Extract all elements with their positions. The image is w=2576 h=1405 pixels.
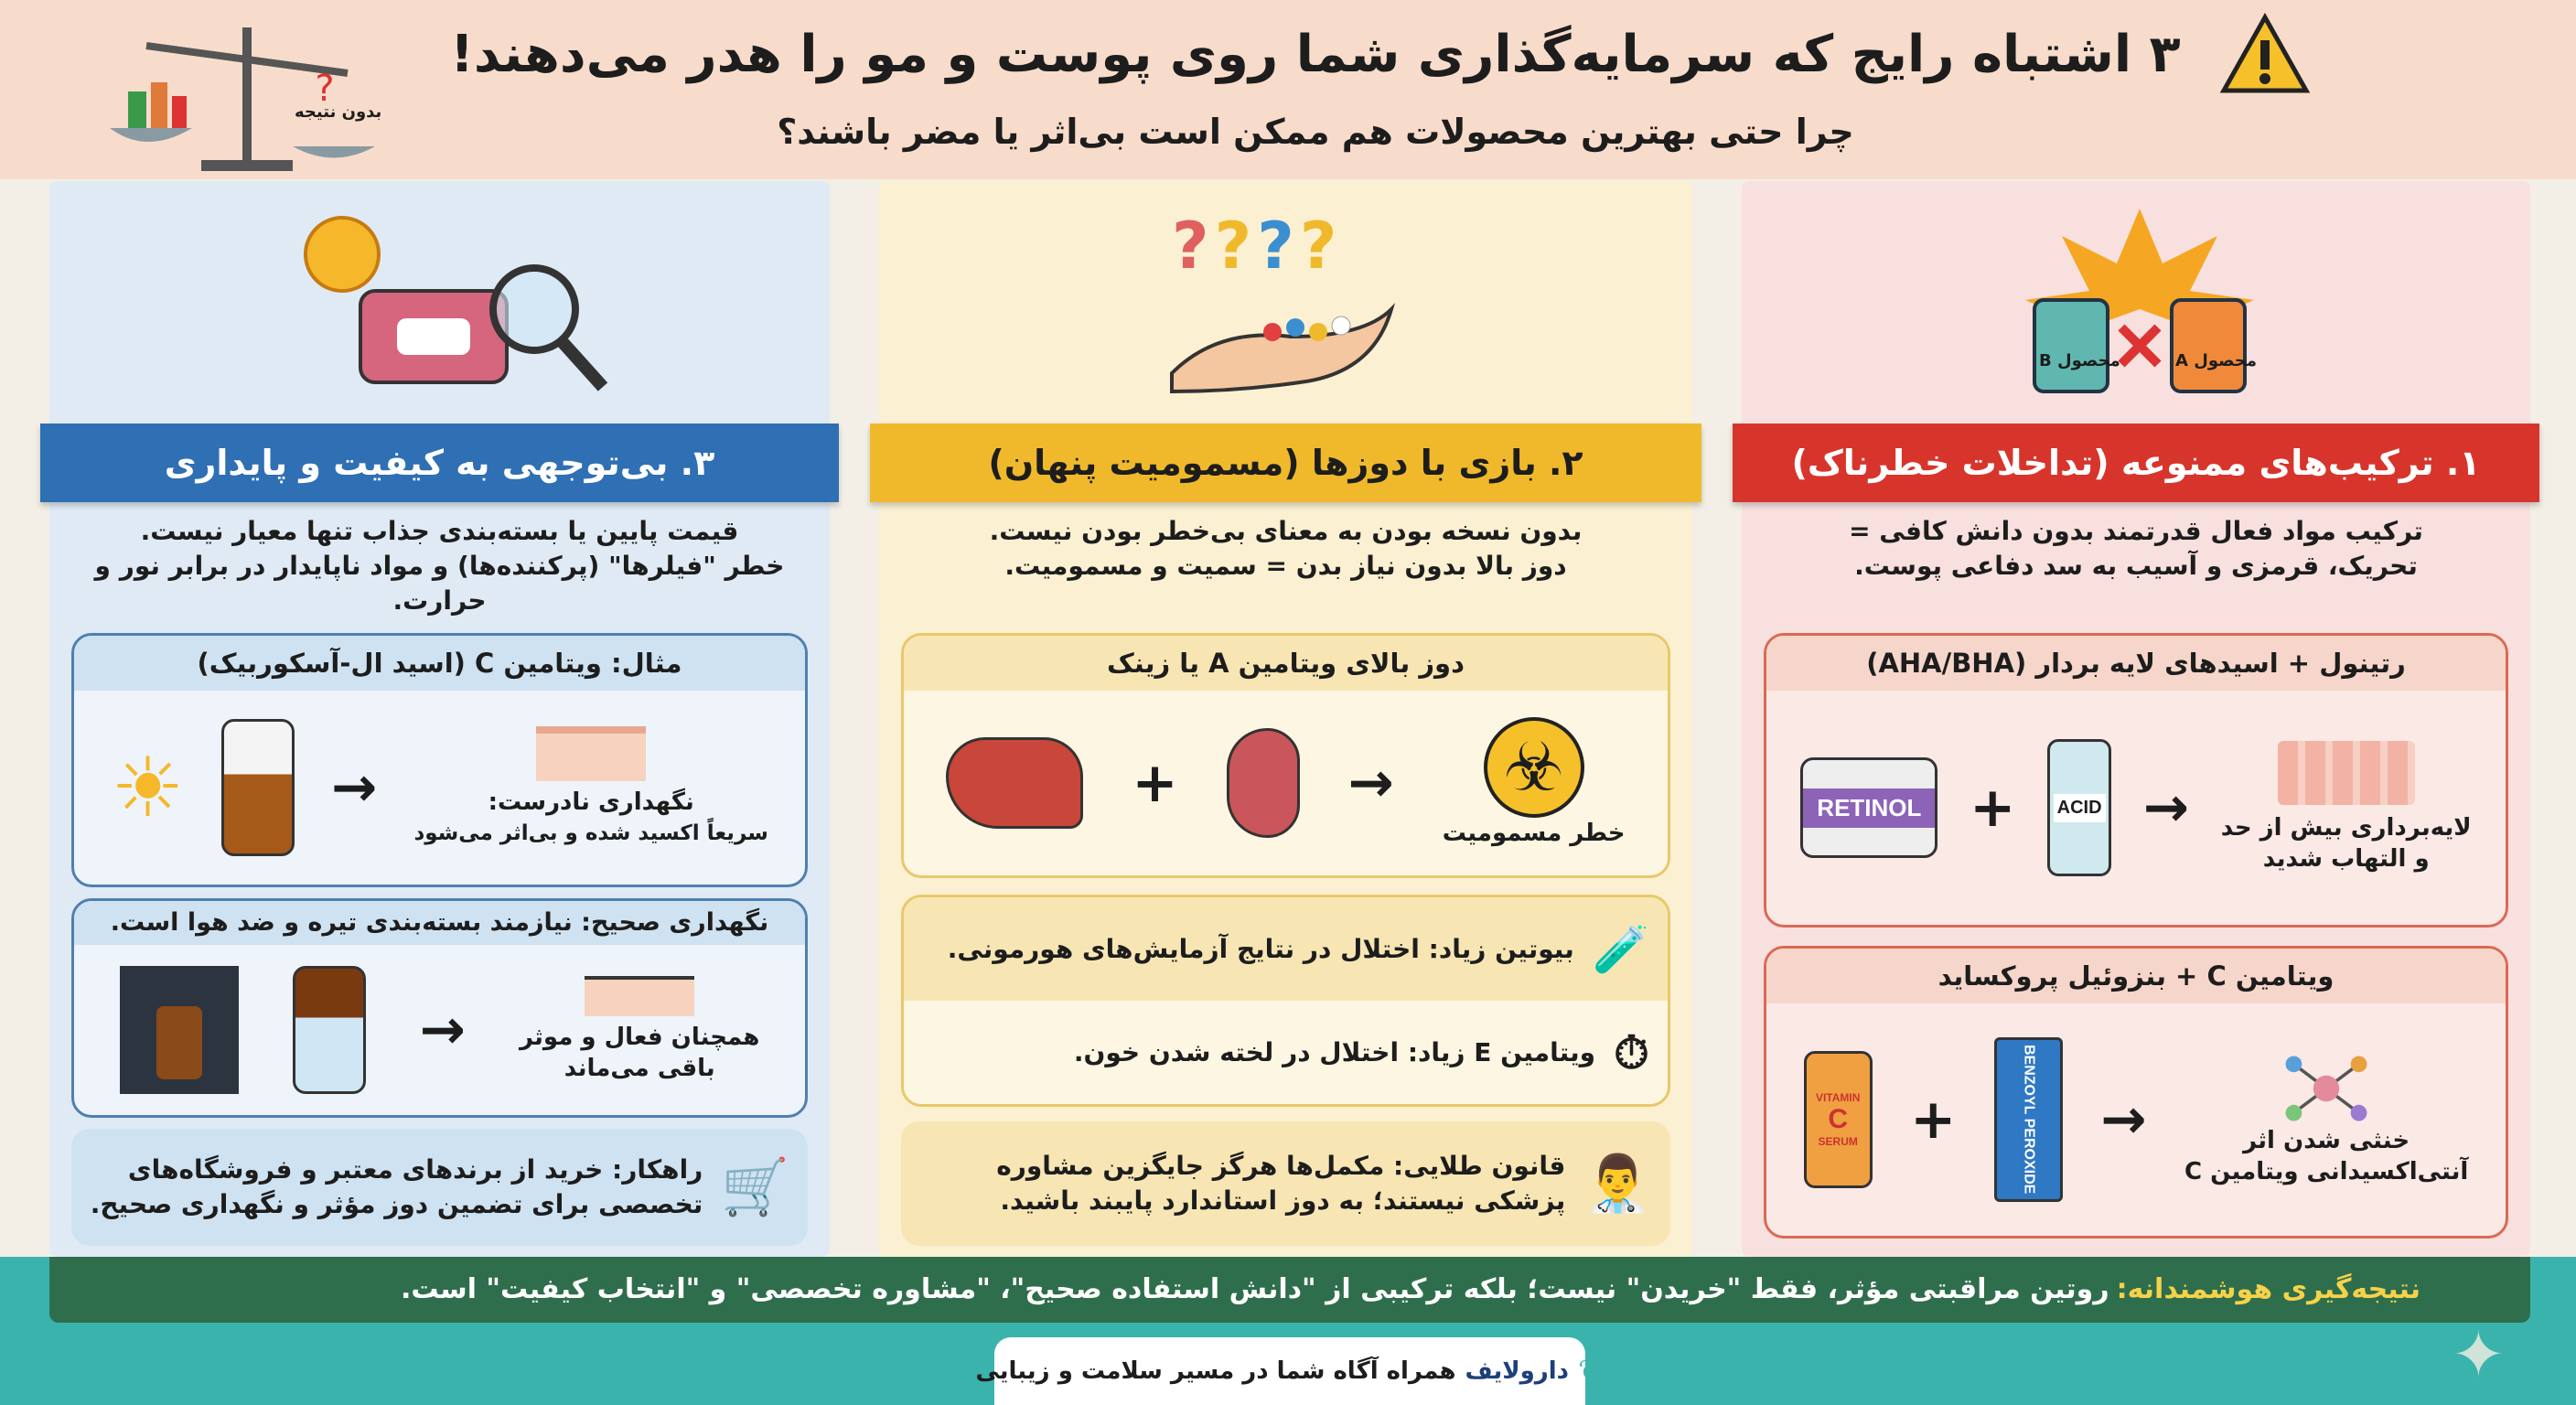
conclusion-bar bbox=[49, 1257, 2530, 1323]
ribbon-title: ۲. بازی با دوزها (مسمومیت پنهان) bbox=[870, 424, 1701, 502]
ribbon-title: ۳. بی‌توجهی به کیفیت و پایداری bbox=[40, 424, 839, 502]
solution-tip bbox=[71, 1129, 808, 1246]
tip-vitamin-e bbox=[904, 1001, 1668, 1104]
intro-line-1: قیمت پایین یا بسته‌بندی جذاب تنها معیار نیست. bbox=[140, 516, 739, 546]
clashing-products-illustration bbox=[1742, 199, 2530, 410]
serum-label-1: VITAMIN bbox=[1815, 1091, 1861, 1104]
arrow-icon: → bbox=[2100, 1088, 2147, 1152]
vitamin-c-serum-icon bbox=[1804, 1051, 1873, 1188]
acid-dropper-icon bbox=[2047, 739, 2111, 876]
hand-with-pills-icon bbox=[1163, 291, 1401, 401]
golden-rule bbox=[901, 1121, 1670, 1246]
box-title: مثال: ویتامین C (اسید ال-آسکوربیک) bbox=[74, 636, 805, 691]
blood-test-tube-icon: 🧪 bbox=[1592, 922, 1649, 976]
page-title: ۳ اشتباه رایج که سرمایه‌گذاری شما روی پوست و مو را هدر می‌دهند! bbox=[450, 25, 2181, 84]
plus-icon: + bbox=[1910, 1088, 1957, 1152]
box-correct-storage bbox=[71, 898, 808, 1118]
header bbox=[0, 0, 2576, 179]
warning-triangle-icon bbox=[2219, 13, 2311, 95]
arrow-icon: → bbox=[2142, 776, 2190, 840]
box-title: ویتامین C + بنزوئیل پروکساید bbox=[1766, 949, 2506, 1003]
question-marks-icon: ???? bbox=[1172, 209, 1343, 284]
brand-name: دارولایف bbox=[1465, 1357, 1570, 1385]
doctor-icon: 👨‍⚕️ bbox=[1583, 1152, 1652, 1216]
arrow-icon: → bbox=[1347, 751, 1394, 815]
result-caption-2: سریعاً اکسید شده و بی‌اثر می‌شود bbox=[413, 821, 768, 845]
result-caption-1: همچنان فعال و موثر bbox=[520, 1024, 760, 1051]
box-retinol-acid bbox=[1764, 633, 2508, 928]
liver-icon bbox=[946, 737, 1083, 829]
intro-line-2: تحریک، قرمزی و آسیب به سد دفاعی پوست. bbox=[1854, 551, 2418, 581]
solution-text: راهکار: خرید از برندهای معتبر و فروشگاه‌های تخصصی برای تضمین دوز مؤثر و نگهداری صحیح. bbox=[90, 1154, 703, 1219]
acid-label: ACID bbox=[2054, 794, 2106, 822]
product-b-label: محصول B bbox=[2039, 351, 2120, 370]
result-caption-2: و التهاب شدید bbox=[2262, 845, 2430, 873]
amber-bottle-icon bbox=[293, 966, 366, 1094]
brand-footer bbox=[975, 1337, 1605, 1405]
column-mistake-3 bbox=[49, 181, 830, 1257]
ribbon-title: ۱. ترکیب‌های ممنوعه (تداخلات خطرناک) bbox=[1733, 424, 2539, 502]
conclusion-label: نتیجه‌گیری هوشمندانه: bbox=[2116, 1273, 2420, 1305]
result-caption-1: لایه‌برداری بیش از حد bbox=[2220, 814, 2472, 842]
intro-text bbox=[897, 514, 1674, 584]
irritated-skin-icon bbox=[2278, 741, 2415, 805]
column-mistake-2 bbox=[879, 181, 1692, 1257]
box-dose-tips bbox=[901, 895, 1670, 1107]
golden-rule-text: قانون طلایی: مکمل‌ها هرگز جایگزین مشاوره پزشکی نیستند؛ به دوز استاندارد پایبند باشید. bbox=[996, 1151, 1566, 1216]
intro-line-1: ترکیب مواد فعال قدرتمند بدون دانش کافی = bbox=[1849, 516, 2423, 546]
box-title: دوز بالای ویتامین A یا زینک bbox=[904, 636, 1668, 691]
healthy-skin-icon bbox=[585, 976, 694, 1016]
result-caption-2: آنتی‌اکسیدانی ویتامین C bbox=[2184, 1158, 2469, 1185]
arrow-icon: → bbox=[419, 998, 466, 1062]
biohazard-icon: ☣ bbox=[1484, 717, 1584, 818]
cream-sun-magnifier-illustration bbox=[49, 199, 830, 410]
box-title: رتینول + اسیدهای لایه بردار (AHA/BHA) bbox=[1766, 636, 2506, 691]
intro-text bbox=[68, 514, 811, 618]
balance-scale-icon bbox=[110, 9, 384, 174]
plus-icon: + bbox=[1970, 776, 2016, 840]
scale-label: بدون نتیجه bbox=[295, 102, 382, 122]
arrow-icon: → bbox=[331, 756, 378, 820]
box-high-dose bbox=[901, 633, 1670, 878]
dark-dropper-bottle-icon bbox=[120, 966, 239, 1094]
tip-biotin-text: بیوتین زیاد: اختلال در نتایج آزمایش‌های هورمونی. bbox=[947, 933, 1574, 964]
result-caption-1: نگهداری نادرست: bbox=[488, 788, 694, 816]
clock-warning-icon: ⏱ bbox=[1614, 1025, 1649, 1079]
intro-line-1: بدون نسخه بودن به معنای بی‌خطر بودن نیست. bbox=[989, 516, 1583, 546]
serum-label-3: SERUM bbox=[1818, 1135, 1858, 1148]
retinol-jar-icon bbox=[1800, 757, 1937, 858]
tip-vitamin-e-text: ویتامین E زیاد: اختلال در لخته شدن خون. bbox=[1073, 1036, 1595, 1067]
conclusion-text: روتین مراقبتی مؤثر، فقط "خریدن" نیست؛ بلکه ترکیبی از "دانش استفاده صحیح"، "مشاوره تخصصی" و "انتخاب کیفیت" است. bbox=[401, 1273, 2109, 1305]
sun-icon: ☀ bbox=[111, 739, 185, 836]
molecule-icon bbox=[2271, 1052, 2381, 1125]
box-title: نگهداری صحیح: نیازمند بسته‌بندی تیره و ضد هوا است. bbox=[74, 901, 805, 945]
box-vitc-benzoyl bbox=[1764, 946, 2508, 1239]
intro-text bbox=[1760, 514, 2512, 584]
shopping-cart-check-icon: 🛒 bbox=[721, 1155, 789, 1219]
brand-logo-icon: ❦ bbox=[1578, 1353, 1605, 1389]
toxicity-caption: خطر مسمومیت bbox=[1442, 820, 1626, 847]
cream-jar-magnifier-icon bbox=[287, 199, 635, 410]
column-mistake-1 bbox=[1742, 181, 2530, 1257]
box-vitamin-c-example bbox=[71, 633, 808, 887]
kidney-icon bbox=[1227, 728, 1300, 838]
svg-text:?: ? bbox=[315, 68, 335, 110]
benzoyl-peroxide-tube-icon: BENZOYL PEROXIDE bbox=[1994, 1037, 2063, 1202]
plus-icon: + bbox=[1132, 751, 1178, 815]
intro-line-2: خطر "فیلرها" (پرکننده‌ها) و مواد ناپایدار در برابر نور و حرارت. bbox=[94, 551, 785, 616]
brand-tagline: همراه آگاه شما در مسیر سلامت و زیبایی bbox=[975, 1357, 1456, 1385]
serum-label-2: C bbox=[1828, 1104, 1849, 1134]
retinol-label: RETINOL bbox=[1803, 788, 1935, 828]
page-subtitle: چرا حتی بهترین محصولات هم ممکن است بی‌اثر یا مضر باشند؟ bbox=[777, 112, 1854, 152]
product-a-label: محصول A bbox=[2175, 351, 2257, 370]
clear-bottle-icon bbox=[221, 719, 295, 856]
hand-pills-illustration bbox=[879, 199, 1692, 410]
result-caption-1: خنثی شدن اثر bbox=[2243, 1127, 2410, 1154]
sparkle-icon: ✦ bbox=[2452, 1317, 2506, 1392]
tip-biotin bbox=[904, 897, 1668, 1001]
damaged-skin-icon bbox=[536, 726, 646, 781]
intro-line-2: دوز بالا بدون نیاز بدن = سمیت و مسمومیت. bbox=[1004, 551, 1567, 581]
result-caption-2: باقی می‌ماند bbox=[564, 1055, 715, 1082]
